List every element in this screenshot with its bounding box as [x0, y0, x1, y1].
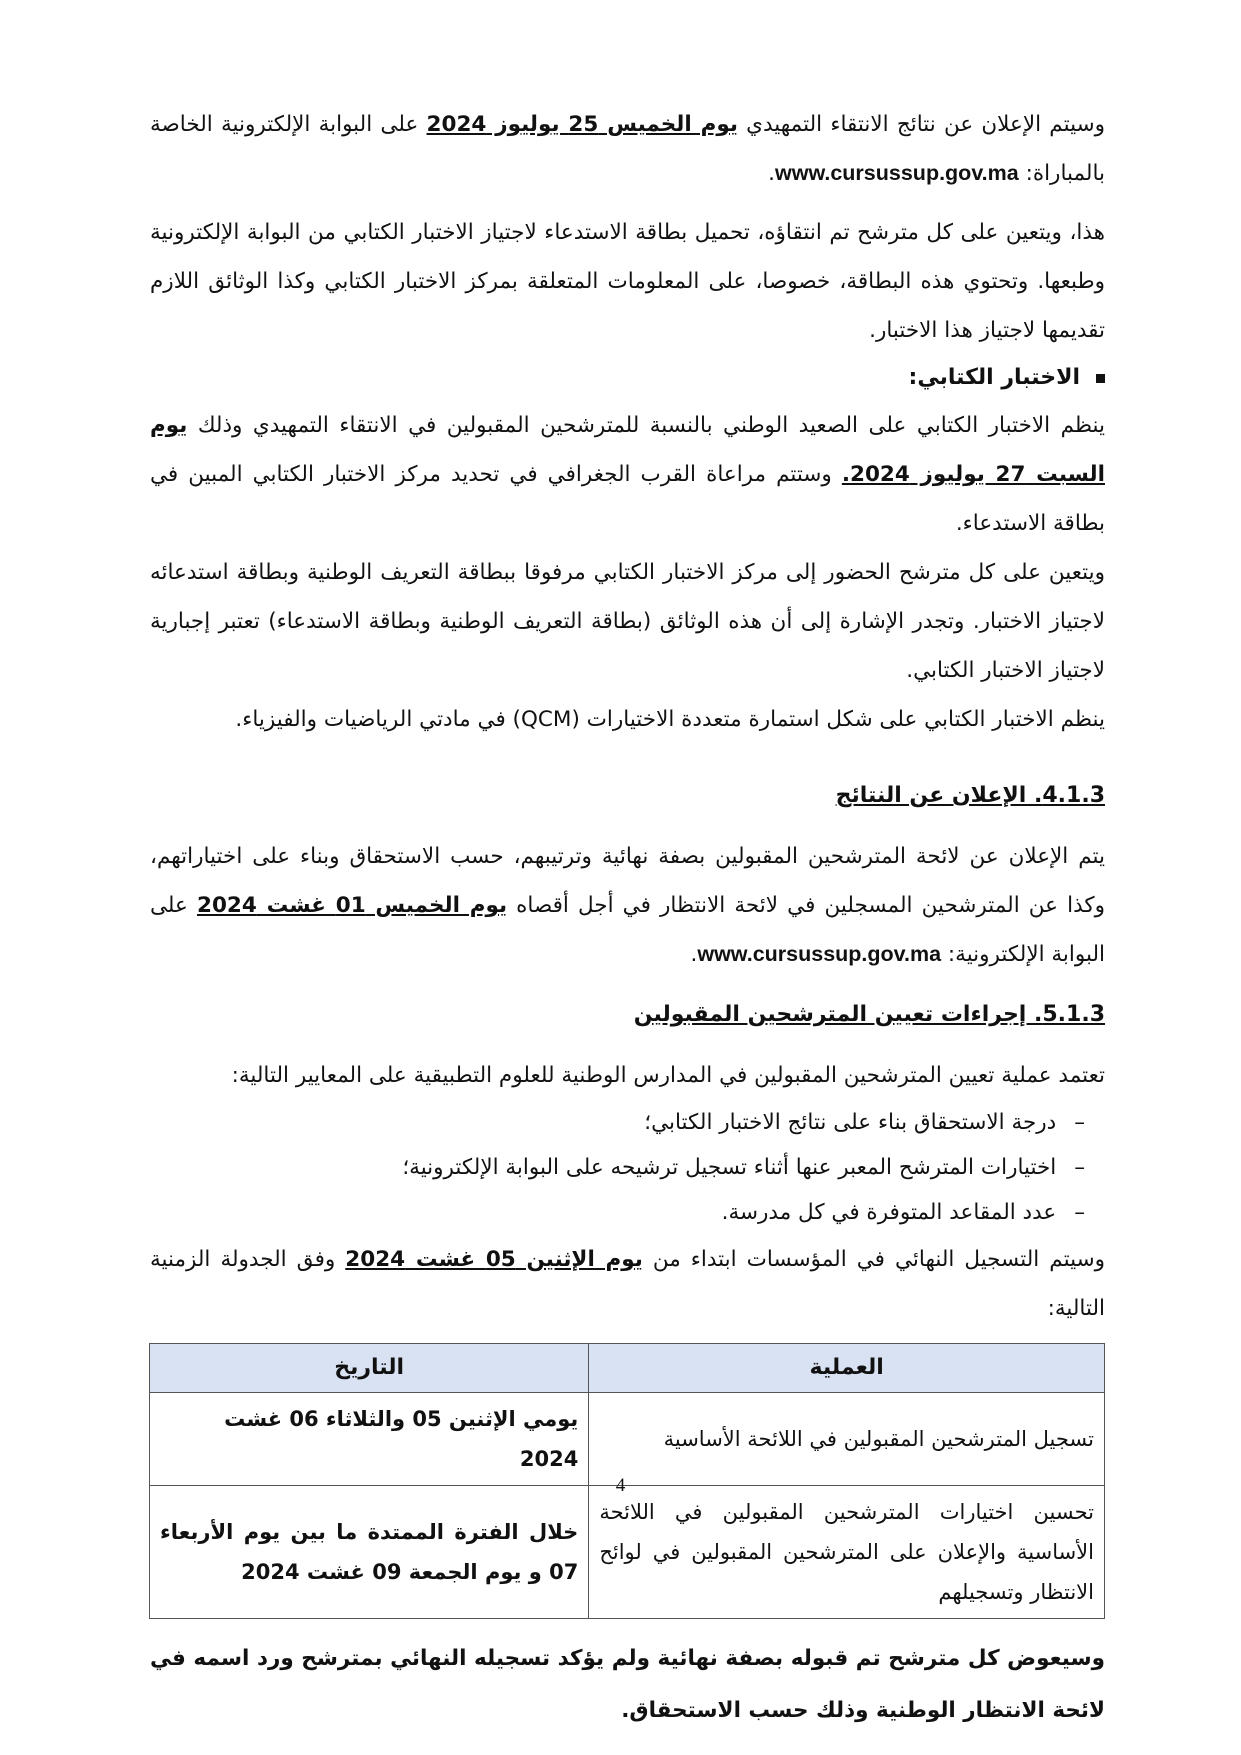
results-announcement-paragraph: وسيتم الإعلان عن نتائج الانتقاء التمهيدي يوم الخميس 25 يوليوز 2024 على البوابة الإلكترونية الخاصة بالمباراة: www.cursussup.gov.ma. [150, 112, 1105, 186]
convocation-paragraph: هذا، ويتعين على كل مترشح تم انتقاؤه، تحميل بطاقة الاستدعاء لاجتياز الاختبار الكتابي من البوابة الإلكترونية وطبعها. وتحتوي هذه البطاقة، خصوصا، على المعلومات المتعلقة بمركز الاختبار الكتابي وكذا الوثائق اللازم تقديمها لاجتياز هذا الاختبار. [150, 220, 1105, 343]
replacement-notice: وسيعوض كل مترشح تم قبوله بصفة نهائية ولم يؤكد تسجيله النهائي بمترشح ورد اسمه في لائحة الانتظار الوطنية وذلك حسب الاستحقاق. [150, 1646, 1105, 1723]
operation-cell: تسجيل المترشحين المقبولين في اللائحة الأساسية [589, 1393, 1105, 1486]
list-item: – اختيارات المترشح المعبر عنها أثناء تسجيل ترشيحه على البوابة الإلكترونية؛ [402, 1155, 1085, 1180]
date-cell: خلال الفترة الممتدة ما بين يوم الأربعاء 07 و يوم الجمعة 09 غشت 2024 [150, 1486, 589, 1619]
written-exam-date: يوم السبت 27 يوليوز 2024. [150, 413, 1105, 487]
table-row [150, 1486, 1105, 1619]
registration-start-date: يوم الإثنين 05 غشت 2024 [345, 1247, 643, 1272]
criteria-intro-paragraph: تعتمد عملية تعيين المترشحين المقبولين في المدارس الوطنية للعلوم التطبيقية على المعايير التالية: [231, 1063, 1105, 1088]
list-item: – عدد المقاعد المتوفرة في كل مدرسة. [721, 1200, 1085, 1225]
final-results-date: يوم الخميس 01 غشت 2024 [197, 893, 508, 918]
table-header-row [150, 1344, 1105, 1393]
criteria-list [150, 1100, 1105, 1235]
section-assignment-heading: 5.1.3. إجراءات تعيين المترشحين المقبولين [633, 1002, 1105, 1027]
list-item: – درجة الاستحقاق بناء على نتائج الاختبار الكتابي؛ [644, 1110, 1085, 1135]
qcm-paragraph: ينظم الاختبار الكتابي على شكل استمارة متعددة الاختيارات (QCM) في مادتي الرياضيات والفيزياء. [235, 707, 1105, 732]
portal-url[interactable]: www.cursussup.gov.ma [775, 161, 1019, 185]
written-exam-paragraph: ينظم الاختبار الكتابي على الصعيد الوطني بالنسبة للمترشحين المقبولين في الانتقاء التمهيدي وذلك يوم السبت 27 يوليوز 2024. وستتم مراعاة القرب الجغرافي في تحديد مركز الاختبار الكتابي المبين في بطاقة الاستدعاء. [150, 413, 1105, 536]
header-date: التاريخ [150, 1344, 589, 1393]
operation-cell: تحسين اختيارات المترشحين المقبولين في اللائحة الأساسية والإعلان على المترشحين المقبولين في لوائح الانتظار وتسجيلهم [589, 1486, 1105, 1619]
registration-paragraph: وسيتم التسجيل النهائي في المؤسسات ابتداء من يوم الإثنين 05 غشت 2024 وفق الجدولة الزمنية التالية: [150, 1247, 1105, 1321]
portal-url-2[interactable]: www.cursussup.gov.ma [697, 942, 942, 966]
square-bullet-icon [1096, 374, 1105, 383]
header-operation: العملية [589, 1344, 1105, 1393]
table-row [150, 1393, 1105, 1486]
section-results-heading: 4.1.3. الإعلان عن النتائج [835, 783, 1105, 808]
page-number: 4 [615, 1475, 626, 1496]
preselection-results-date: يوم الخميس 25 يوليوز 2024 [426, 112, 738, 137]
final-list-paragraph: يتم الإعلان عن لائحة المترشحين المقبولين بصفة نهائية وترتيبهم، حسب الاستحقاق وبناء على اختياراتهم، وكذا عن المترشحين المسجلين في لائحة الانتظار في أجل أقصاه يوم الخميس 01 غشت 2024 على البوابة الإلكترونية: www.cursussup.gov.ma. [150, 844, 1105, 967]
date-cell: يومي الإثنين 05 والثلاثاء 06 غشت 2024 [150, 1393, 589, 1486]
attendance-paragraph: ويتعين على كل مترشح الحضور إلى مركز الاختبار الكتابي مرفوقا ببطاقة التعريف الوطنية وبطاقة استدعائه لاجتياز الاختبار. وتجدر الإشارة إلى أن هذه الوثائق (بطاقة التعريف الوطنية وبطاقة الاستدعاء) تعتبر إجبارية لاجتياز الاختبار الكتابي. [150, 560, 1105, 683]
written-exam-heading: الاختبار الكتابي: [150, 355, 1105, 401]
